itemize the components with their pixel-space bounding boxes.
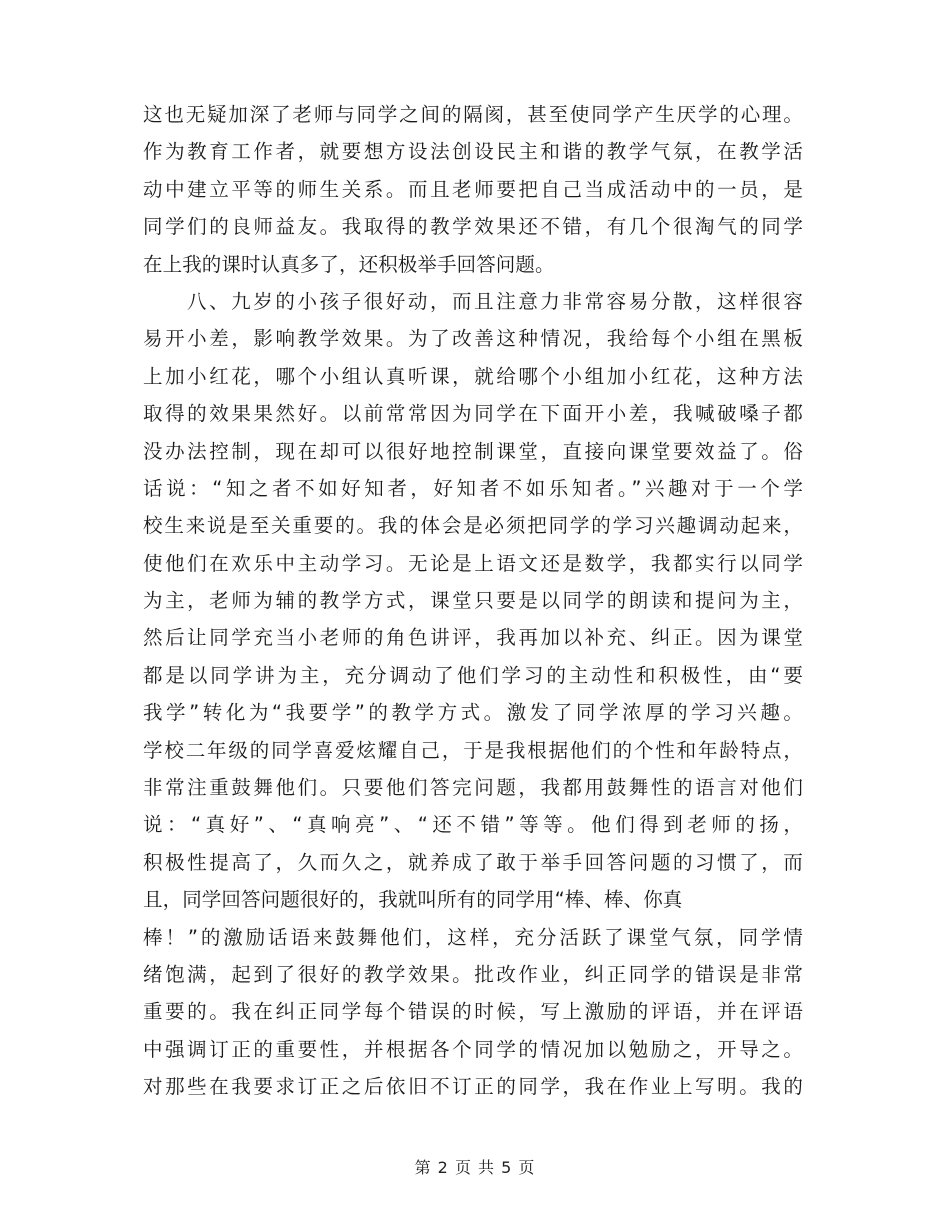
text-line: 作为教育工作者，就要想方设法创设民主和谐的教学气氛，在教学活 bbox=[143, 140, 803, 164]
text-line: 八、九岁的小孩子很好动，而且注意力非常容易分散，这样很容 bbox=[187, 289, 803, 313]
text-line: 中强调订正的重要性，并根据各个同学的情况加以勉励之，开导之。 bbox=[143, 1037, 803, 1061]
text-line: 棒！”的激励话语来鼓舞他们，这样，充分活跃了课堂气氛，同学情 bbox=[143, 925, 803, 949]
text-line: 学校二年级的同学喜爱炫耀自己，于是我根据他们的个性和年龄特点， bbox=[143, 738, 803, 762]
text-line: 上加小红花，哪个小组认真听课，就给哪个小组加小红花，这种方法 bbox=[143, 364, 803, 388]
page-footer: 第 2 页 共 5 页 bbox=[414, 1158, 536, 1177]
text-line: 我学”转化为“我要学”的教学方式。激发了同学浓厚的学习兴趣。 bbox=[143, 701, 803, 725]
text-line: 取得的效果果然好。以前常常因为同学在下面开小差，我喊破嗓子都 bbox=[143, 402, 803, 426]
text-line: 话说：“知之者不如好知者，好知者不如乐知者。”兴趣对于一个学 bbox=[143, 476, 803, 500]
text-line: 对那些在我要求订正之后依旧不订正的同学，我在作业上写明。我的 bbox=[143, 1075, 803, 1099]
text-line: 同学们的良师益友。我取得的教学效果还不错，有几个很淘气的同学 bbox=[143, 215, 803, 239]
text-line: 在上我的课时认真多了，还积极举手回答问题。 bbox=[143, 252, 555, 276]
text-line: 积极性提高了，久而久之，就养成了敢于举手回答问题的习惯了，而 bbox=[143, 850, 803, 874]
text-line: 都是以同学讲为主，充分调动了他们学习的主动性和积极性，由“要 bbox=[143, 663, 803, 687]
text-line: 说：“真好”、“真响亮”、“还不错”等等。他们得到老师的扬， bbox=[143, 813, 803, 837]
text-line: 非常注重鼓舞他们。只要他们答完问题，我都用鼓舞性的语言对他们 bbox=[143, 776, 803, 800]
text-line: 这也无疑加深了老师与同学之间的隔阂，甚至使同学产生厌学的心理。 bbox=[143, 103, 803, 126]
text-line: 然后让同学充当小老师的角色讲评，我再加以补充、纠正。因为课堂 bbox=[143, 626, 803, 650]
text-line: 易开小差，影响教学效果。为了改善这种情况，我给每个小组在黑板 bbox=[143, 327, 803, 351]
text-line: 绪饱满，起到了很好的教学效果。批改作业，纠正同学的错误是非常 bbox=[143, 962, 803, 986]
body-text bbox=[143, 96, 803, 1106]
text-line: 校生来说是至关重要的。我的体会是必须把同学的学习兴趣调动起来， bbox=[143, 514, 803, 538]
text-line: 动中建立平等的师生关系。而且老师要把自己当成活动中的一员，是 bbox=[143, 177, 803, 201]
text-line: 使他们在欢乐中主动学习。无论是上语文还是数学，我都实行以同学 bbox=[143, 551, 803, 575]
text-line: 且，同学回答问题很好的，我就叫所有的同学用“棒、棒、你真 bbox=[143, 888, 683, 912]
text-line: 为主，老师为辅的教学方式，课堂只要是以同学的朗读和提问为主， bbox=[143, 589, 803, 613]
text-line: 没办法控制，现在却可以很好地控制课堂，直接向课堂要效益了。俗 bbox=[143, 439, 803, 463]
text-line: 重要的。我在纠正同学每个错误的时候，写上激励的评语，并在评语 bbox=[143, 1000, 803, 1024]
